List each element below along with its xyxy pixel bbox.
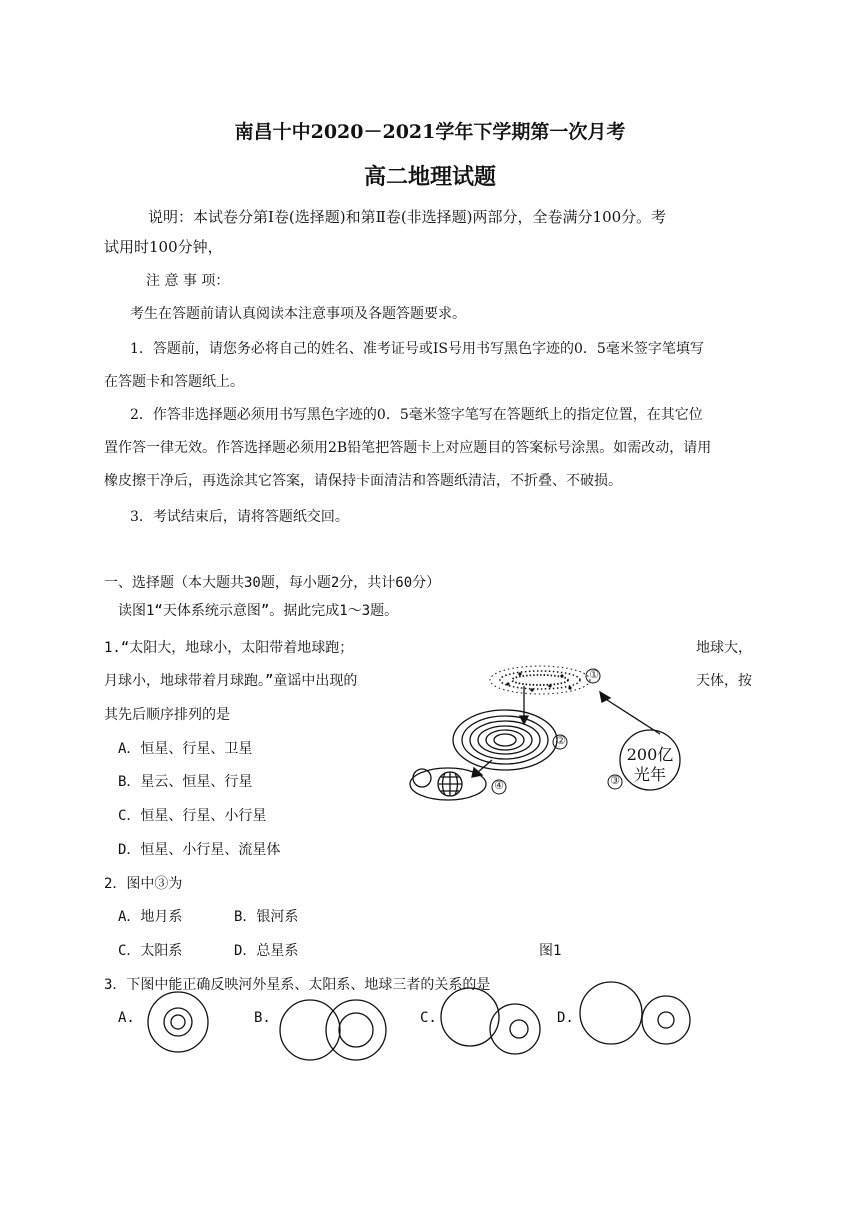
q3-option-c-diagram [440, 985, 550, 1055]
notice-item-1-line-1: 1．答题前，请您务必将自己的姓名、准考证号或IS号用书写黑色字迹的0．5毫米签字笔填写 [130, 341, 704, 357]
q1-stem-line-1-left: 1.“太阳大，地球小，太阳带着地球跑； [104, 640, 354, 656]
intro-line-1: 说明：本试卷分第Ⅰ卷(选择题)和第Ⅱ卷(非选择题)两部分，全卷满分100分。考 [148, 208, 667, 226]
q1-option-d: D．恒星、小行星、流星体 [118, 842, 281, 858]
notice-item-2-line-2: 置作答一律无效。作答选择题必须用2B铅笔把答题卡上对应题目的答案标号涂黑。如需改动，请用 [104, 440, 712, 456]
q1-option-a: A．恒星、行星、卫星 [118, 741, 253, 757]
notice-item-2-line-1: 2．作答非选择题必须用书写黑色字迹的0．5毫米签字笔写在答题纸上的指定位置，在其它位 [130, 407, 703, 423]
distance-label-line-2: 光年 [633, 765, 666, 784]
figure-caption: 图1 [539, 943, 562, 959]
q1-option-b: B．星云、恒星、行星 [118, 774, 253, 790]
q3-stem: 3．下图中能正确反映河外星系、太阳系、地球三者的关系的是 [104, 977, 491, 993]
figure-label-2: ② [556, 734, 566, 747]
distance-label-line-1: 200亿 [626, 745, 674, 764]
section-heading: 一、选择题（本大题共30题，每小题2分，共计60分） [104, 575, 441, 591]
notice-item-3: 3．考试结束后，请将答题纸交回。 [130, 509, 349, 525]
figure-label-1: ① [589, 668, 599, 681]
q3-option-d-label: D. [557, 1010, 574, 1026]
figure-label-4: ④ [494, 779, 504, 792]
q1-stem-line-2-right: 天体，按 [696, 673, 752, 689]
solar-system-ellipses [453, 710, 557, 770]
q2-option-a: A．地月系 [118, 909, 183, 925]
q2-stem: 2．图中③为 [104, 876, 183, 892]
notice-text: 考生在答题前请认真阅读本注意事项及各题答题要求。 [130, 306, 466, 322]
q1-stem-line-3: 其先后顺序排列的是 [104, 707, 230, 723]
q3-option-b-label: B. [254, 1010, 271, 1026]
notice-item-1-line-2: 在答题卡和答题纸上。 [104, 374, 244, 390]
q3-option-a-label: A. [118, 1010, 135, 1026]
notice-item-2-line-3: 橡皮擦干净后，再选涂其它答案，请保持卡面清洁和答题纸清洁，不折叠、不破损。 [104, 473, 622, 489]
galaxy-cloud [490, 666, 590, 694]
q3-option-c-label: C. [420, 1010, 437, 1026]
q1-stem-line-1-right: 地球大， [696, 640, 752, 656]
intro-line-2: 试用时100分钟， [104, 238, 223, 256]
figure-label-3: ③ [610, 774, 620, 787]
notice-heading: 注 意 事 项： [146, 273, 230, 289]
page-title: 高二地理试题 [363, 164, 496, 190]
q2-option-b: B．银河系 [234, 909, 299, 925]
q1-stem-line-2-left: 月球小，地球带着月球跑。”童谣中出现的 [104, 673, 358, 689]
q3-option-b-diagram [272, 998, 402, 1062]
q3-option-d-diagram [575, 980, 695, 1050]
exam-title: 南昌十中2020－2021学年下学期第一次月考 [234, 121, 626, 143]
celestial-system-diagram [400, 650, 720, 810]
section-instruction: 读图1“天体系统示意图”。据此完成1～3题。 [118, 603, 399, 619]
q3-option-a-diagram [140, 990, 220, 1060]
q2-option-c: C．太阳系 [118, 943, 183, 959]
q1-option-c: C．恒星、行星、小行星 [118, 808, 267, 824]
q2-option-d: D．总星系 [234, 943, 299, 959]
